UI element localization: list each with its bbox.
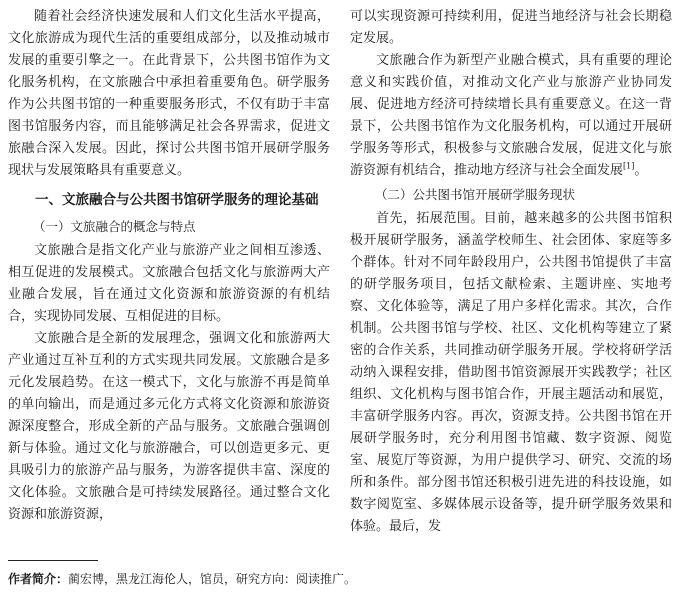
paragraph-4: 首先，拓展范围。目前，越来越多的公共图书馆积极开展研学服务，涵盖学校师生、社会团体、家庭等多个群体。针对不同年龄段用户，公共图书馆提供了丰富的研学服务项目，包括文献检索、主题讲座、实地考察、文化体验等，满足了用户多样化需求。其次，合作机制。公共图书馆与学校、社区、文化机构等建立了紧密的合作关系，共同推动研学服务开展。学校将研学活动纳入课程安排，借助图书馆资源展开实践教学；社区组织、文化机构与图书馆合作，开展主题活动和展览，丰富研学服务内容。再次，资源支持。公共图书馆在开展研学服务时，充分利用图书馆藏、数字资源、阅览室、展览厅等资源，为用户提供学习、研究、交流的场所和条件。部分图书馆还积极引进先进的科技设施，如数字阅览室、多媒体展示设备等，提升研学服务效果和体验。最后，发 <box>350 211 672 534</box>
subsection-heading-2: （二）公共图书馆开展研学服务现状 <box>375 187 576 202</box>
footnote-label: 作者简介： <box>8 572 69 586</box>
paragraph-3 <box>350 50 672 182</box>
footnote-rule <box>8 560 98 561</box>
citation-1: [1] <box>623 161 635 171</box>
footnote-text: 蔺宏博，黑龙江海伦人，馆员，研究方向：阅读推广。 <box>68 572 357 586</box>
paragraph-3-end: 。 <box>634 163 648 178</box>
right-column <box>350 6 672 538</box>
paragraph-2: 文旅融合是全新的发展理念，强调文化和旅游两大产业通过互补互利的方式实现共同发展。文旅融合是多元化发展趋势。在这一模式下，文化与旅游不再是简单的单向输出，而是通过多元化方式将文化资源和旅游资源深度整合，形成全新的产品与服务。文旅融合强调创新与体验。通过文化与旅游融合，可以创造更多元、更具吸引力的旅游产品与服务，为游客提供丰富、深度的文化体验。文旅融合是可持续发展路径。通过整合文化资源和旅游资源， <box>8 331 330 522</box>
continuation-paragraph: 可以实现资源可持续利用，促进当地经济与社会长期稳定发展。 <box>350 9 672 46</box>
author-footnote <box>8 570 672 588</box>
paragraph-1: 文旅融合是指文化产业与旅游产业之间相互渗透、相互促进的发展模式。文旅融合包括文化与旅游两大产业融合发展，旨在通过文化资源和旅游资源的有机结合，实现协同发展、互相促进的目标。 <box>8 243 330 324</box>
intro-paragraph: 随着社会经济快速发展和人们文化生活水平提高，文化旅游成为现代生活的重要组成部分，以及推动城市发展的重要引擎之一。在此背景下，公共图书馆作为文化服务机构，在文旅融合中承担着重要角色。研学服务作为公共图书馆的一种重要服务形式，不仅有助于丰富图书馆服务内容，而且能够满足社会各界需求，促进文旅融合深入发展。因此，探讨公共图书馆开展研学服务现状与发展策略具有重要意义。 <box>8 9 330 178</box>
subsection-heading-1: （一）文旅融合的概念与特点 <box>33 219 196 234</box>
section-heading: 一、文旅融合与公共图书馆研学服务的理论基础 <box>35 192 319 208</box>
left-column <box>8 6 330 526</box>
paragraph-3-main: 文旅融合作为新型产业融合模式，具有重要的理论意义和实践价值，对推动文化产业与旅游产业协同发展、促进地方经济可持续增长具有重要意义。在这一背景下，公共图书馆作为文化服务机构，可以通过开展研学服务等形式，积极参与文旅融合发展，促进文化与旅游资源有机结合，推动地方经济与社会全面发展 <box>350 53 672 178</box>
